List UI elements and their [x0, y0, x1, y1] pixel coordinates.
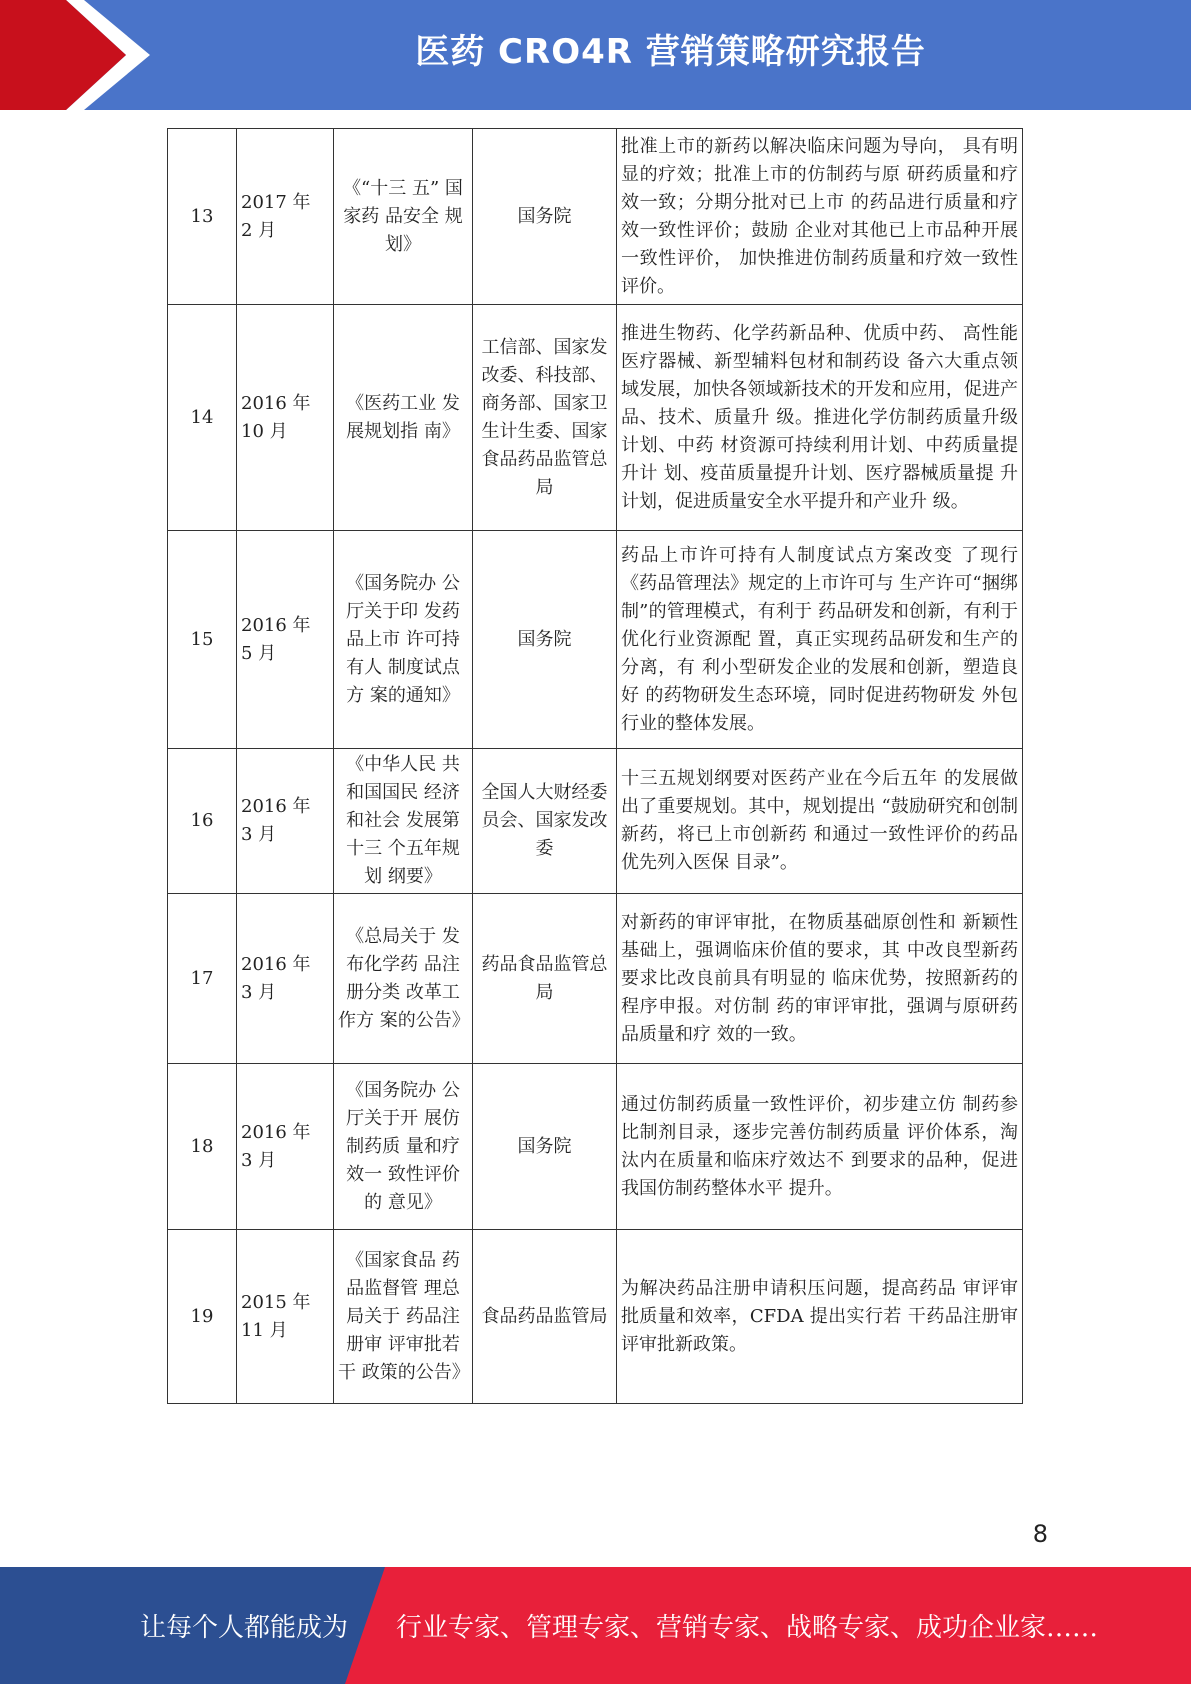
page-number: 8: [1032, 1520, 1048, 1548]
row-issuer: 国务院: [473, 1064, 617, 1230]
row-date: 2016 年 10 月: [237, 305, 334, 531]
row-date: 2016 年 3 月: [237, 1064, 334, 1230]
header-red-block: [0, 0, 66, 110]
footer-banner: [0, 1567, 1191, 1684]
row-policy-name: 《中华人民 共和国国民 经济和社会 发展第十三 个五年规划 纲要》: [334, 749, 473, 894]
row-date: 2017 年 2 月: [237, 129, 334, 305]
row-description: 为解决药品注册申请积压问题，提高药品 审评审批质量和效率，CFDA 提出实行若 干药品注册审评审批新政策。: [617, 1230, 1023, 1404]
row-number: 14: [168, 305, 237, 531]
row-description: 十三五规划纲要对医药产业在今后五年 的发展做出了重要规划。其中，规划提出 “鼓励研究和创制新药，将已上市创新药 和通过一致性评价的药品优先列入医保 目录”。: [617, 749, 1023, 894]
table-row: [168, 894, 1023, 1064]
table-row: [168, 129, 1023, 305]
row-number: 13: [168, 129, 237, 305]
row-issuer: 食品药品监管局: [473, 1230, 617, 1404]
table-row: [168, 1230, 1023, 1404]
row-issuer: 工信部、国家发改委、科技部、商务部、国家卫生计生委、国家食品药品监管总局: [473, 305, 617, 531]
table-row: [168, 749, 1023, 894]
header-chevron-icon: [66, 0, 150, 110]
row-description: 通过仿制药质量一致性评价，初步建立仿 制药参比制剂目录，逐步完善仿制药质量 评价体系，淘汰内在质量和临床疗效达不 到要求的品种，促进我国仿制药整体水平 提升。: [617, 1064, 1023, 1230]
page-title: 医药 CRO4R 营销策略研究报告: [415, 32, 926, 72]
row-date: 2016 年 3 月: [237, 894, 334, 1064]
row-date: 2015 年 11 月: [237, 1230, 334, 1404]
row-issuer: 药品食品监管总局: [473, 894, 617, 1064]
row-issuer: 全国人大财经委员会、国家发改委: [473, 749, 617, 894]
row-description: 药品上市许可持有人制度试点方案改变 了现行《药品管理法》规定的上市许可与 生产许可“捆绑制”的管理模式，有利于 药品研发和创新，有利于优化行业资源配 置，真正实现药品研发和生产的分离，有 利小型研发企业的发展和创新，塑造良好 的药物研发生态环境，同时促进药物研发 外包行业的整体发展。: [617, 531, 1023, 749]
header-banner: [0, 0, 1191, 110]
row-number: 15: [168, 531, 237, 749]
row-description: 对新药的审评审批，在物质基础原创性和 新颖性基础上，强调临床价值的要求，其 中改良型新药要求比改良前具有明显的 临床优势，按照新药的程序申报。对仿制 药的审评审批，强调与原研药品质量和疗 效的一致。: [617, 894, 1023, 1064]
row-issuer: 国务院: [473, 129, 617, 305]
table-row: [168, 1064, 1023, 1230]
row-number: 18: [168, 1064, 237, 1230]
row-policy-name: 《国家食品 药品监督管 理总局关于 药品注册审 评审批若干 政策的公告》: [334, 1230, 473, 1404]
row-number: 19: [168, 1230, 237, 1404]
row-description: 推进生物药、化学药新品种、优质中药、 高性能医疗器械、新型辅料包材和制药设 备六大重点领域发展，加快各领域新技术的开发和应用，促进产品、技术、质量升 级。推进化学仿制药质量升级计划、中药 材资源可持续利用计划、中药质量提升计 划、疫苗质量提升计划、医疗器械质量提 升计划，促进质量安全水平提升和产业升 级。: [617, 305, 1023, 531]
footer-slogan-right: 行业专家、管理专家、营销专家、战略专家、成功企业家……: [396, 1613, 1099, 1643]
row-number: 17: [168, 894, 237, 1064]
row-date: 2016 年 3 月: [237, 749, 334, 894]
row-policy-name: 《国务院办 公厅关于开 展仿制药质 量和疗效一 致性评价的 意见》: [334, 1064, 473, 1230]
row-date: 2016 年 5 月: [237, 531, 334, 749]
footer-slogan-left: 让每个人都能成为: [140, 1613, 349, 1643]
row-issuer: 国务院: [473, 531, 617, 749]
row-number: 16: [168, 749, 237, 894]
row-description: 批准上市的新药以解决临床问题为导向， 具有明显的疗效；批准上市的仿制药与原 研药质量和疗效一致；分期分批对已上市 的药品进行质量和疗效一致性评价；鼓励 企业对其他已上市品种开展一致性评价， 加快推进仿制药质量和疗效一致性评价。: [617, 129, 1023, 305]
row-policy-name: 《医药工业 发展规划指 南》: [334, 305, 473, 531]
policy-table: [167, 128, 1023, 1404]
row-policy-name: 《总局关于 发布化学药 品注册分类 改革工作方 案的公告》: [334, 894, 473, 1064]
table-row: [168, 305, 1023, 531]
row-policy-name: 《国务院办 公厅关于印 发药品上市 许可持有人 制度试点方 案的通知》: [334, 531, 473, 749]
table-row: [168, 531, 1023, 749]
row-policy-name: 《“十三 五” 国家药 品安全 规划》: [334, 129, 473, 305]
